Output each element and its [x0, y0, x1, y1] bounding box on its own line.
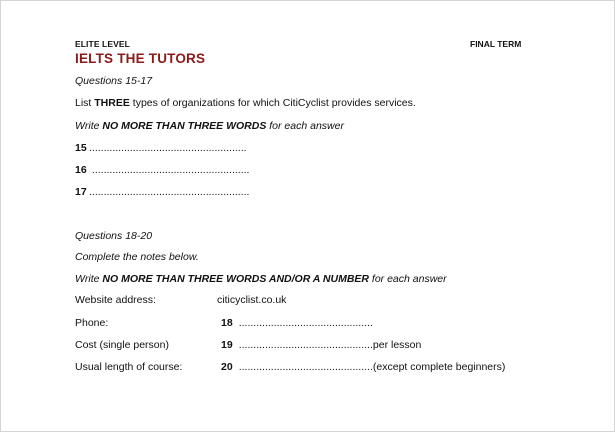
- term-label: FINAL TERM: [470, 39, 522, 49]
- note-label: Cost (single person): [75, 339, 169, 351]
- note-value-text: citicyclist.co.uk: [217, 294, 287, 306]
- question-number: 15: [75, 142, 87, 154]
- question-number: 19: [221, 339, 233, 351]
- note-label: Usual length of course:: [75, 361, 183, 373]
- prompt-text-bold: THREE: [94, 97, 130, 109]
- answer-row: [75, 164, 249, 176]
- answer-blank[interactable]: .......................................................: [89, 186, 250, 198]
- section1-prompt: [75, 97, 416, 109]
- brand-title: IELTS THE TUTORS: [75, 51, 206, 66]
- section2-subheading: Complete the notes below.: [75, 251, 199, 263]
- answer-blank[interactable]: ..............................................: [238, 339, 373, 351]
- section2-instruction: [75, 273, 447, 285]
- note-value: [217, 294, 286, 306]
- note-value: [217, 361, 505, 373]
- section2-heading: Questions 18-20: [75, 230, 153, 242]
- section1-instruction: [75, 120, 344, 132]
- note-suffix: (except complete beginners): [372, 361, 506, 373]
- answer-blank[interactable]: ......................................................: [89, 142, 247, 154]
- note-value: [217, 339, 421, 351]
- answer-blank[interactable]: ..............................................: [238, 361, 373, 373]
- answer-row: [75, 142, 247, 154]
- question-number: 17: [75, 186, 87, 198]
- instruction-pre: Write: [75, 273, 103, 285]
- answer-row: [75, 186, 249, 198]
- note-value: [217, 317, 373, 329]
- note-label: Phone:: [75, 317, 109, 329]
- instruction-bold: NO MORE THAN THREE WORDS AND/OR A NUMBER: [102, 273, 369, 285]
- instruction-post: for each answer: [369, 273, 447, 285]
- answer-blank[interactable]: ..............................................: [238, 317, 373, 329]
- question-number: 18: [221, 317, 233, 329]
- note-label: Website address:: [75, 294, 156, 306]
- prompt-text-pre: List: [75, 97, 95, 109]
- answer-blank[interactable]: ......................................................: [89, 164, 250, 176]
- note-suffix: per lesson: [372, 339, 422, 351]
- instruction-pre: Write: [75, 120, 103, 132]
- prompt-text-post: types of organizations for which CitiCyclist provides services.: [129, 97, 416, 109]
- instruction-bold: NO MORE THAN THREE WORDS: [102, 120, 267, 132]
- section1-heading: Questions 15-17: [75, 75, 153, 87]
- question-number: 20: [221, 361, 233, 373]
- question-number: 16: [75, 164, 87, 176]
- level-label: ELITE LEVEL: [75, 39, 130, 49]
- instruction-post: for each answer: [266, 120, 344, 132]
